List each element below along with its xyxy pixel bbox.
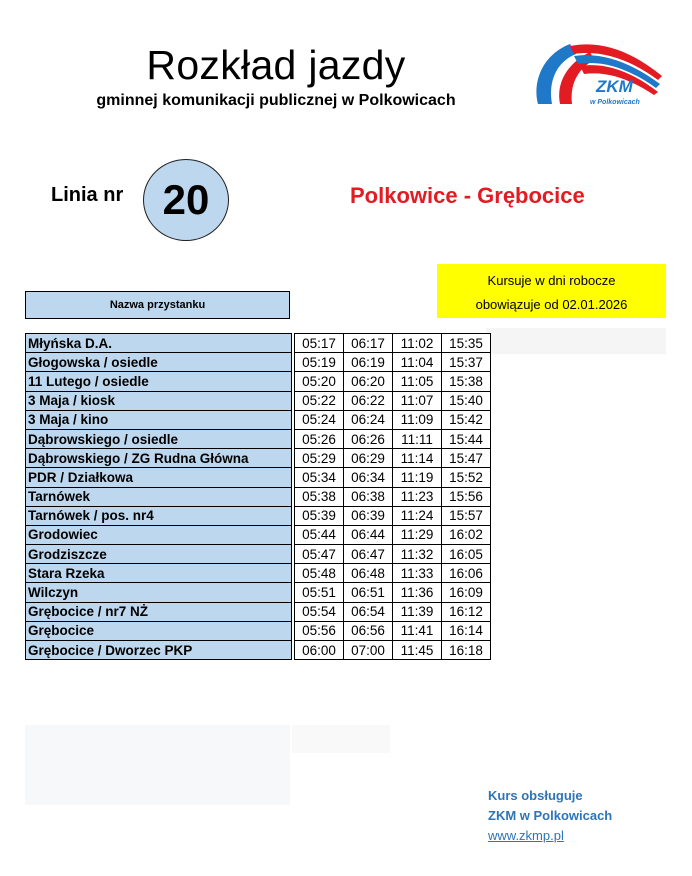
- table-row: [26, 449, 491, 468]
- departure-time: 05:38: [295, 487, 344, 506]
- departure-time: 06:26: [344, 429, 393, 448]
- departure-time: 11:04: [393, 353, 442, 372]
- stop-name: Wilczyn: [26, 583, 292, 602]
- table-row: [26, 602, 491, 621]
- departure-time: 11:45: [393, 641, 442, 660]
- table-row: [26, 468, 491, 487]
- departure-time: 16:05: [442, 545, 491, 564]
- line-number-badge: 20: [143, 159, 229, 241]
- departure-time: 06:29: [344, 449, 393, 468]
- departure-time: 06:54: [344, 602, 393, 621]
- departure-time: 06:51: [344, 583, 393, 602]
- valid-from: obowiązuje od 02.01.2026: [475, 297, 628, 312]
- departure-time: 06:24: [344, 410, 393, 429]
- departure-time: 11:36: [393, 583, 442, 602]
- faint-block: [25, 725, 290, 805]
- departure-time: 06:44: [344, 525, 393, 544]
- route-name: Polkowice - Grębocice: [350, 183, 585, 208]
- departure-time: 05:51: [295, 583, 344, 602]
- departure-time: 16:02: [442, 525, 491, 544]
- table-row: [26, 334, 491, 353]
- departure-time: 16:06: [442, 564, 491, 583]
- stop-name: Dąbrowskiego / ZG Rudna Główna: [26, 449, 292, 468]
- table-row: [26, 410, 491, 429]
- departure-time: 16:18: [442, 641, 491, 660]
- departure-time: 11:24: [393, 506, 442, 525]
- departure-time: 05:29: [295, 449, 344, 468]
- departure-time: 05:39: [295, 506, 344, 525]
- departure-time: 11:09: [393, 410, 442, 429]
- departure-time: 05:48: [295, 564, 344, 583]
- departure-time: 11:41: [393, 621, 442, 640]
- departure-time: 15:37: [442, 353, 491, 372]
- departure-time: 05:24: [295, 410, 344, 429]
- timetable: [25, 333, 491, 660]
- table-row: [26, 353, 491, 372]
- line-label: Linia nr: [51, 184, 124, 206]
- departure-time: 15:56: [442, 487, 491, 506]
- departure-time: 11:23: [393, 487, 442, 506]
- stop-name: 11 Lutego / osiedle: [26, 372, 292, 391]
- departure-time: 15:52: [442, 468, 491, 487]
- stop-name-header: Nazwa przystanku: [25, 291, 290, 319]
- departure-time: 15:42: [442, 410, 491, 429]
- table-row: [26, 487, 491, 506]
- stop-name: 3 Maja / kino: [26, 410, 292, 429]
- table-row: [26, 641, 491, 660]
- decorative-strip: [486, 328, 666, 354]
- footer-line2: ZKM w Polkowicach: [488, 808, 613, 823]
- faint-block: [292, 725, 390, 753]
- departure-time: 11:11: [393, 429, 442, 448]
- table-row: [26, 621, 491, 640]
- departure-time: 15:47: [442, 449, 491, 468]
- logo-brand-text: ZKM: [596, 77, 633, 96]
- departure-time: 11:19: [393, 468, 442, 487]
- departure-time: 15:40: [442, 391, 491, 410]
- departure-time: 06:34: [344, 468, 393, 487]
- page-title: Rozkład jazdy: [146, 42, 406, 88]
- departure-time: 06:47: [344, 545, 393, 564]
- departure-time: 11:33: [393, 564, 442, 583]
- departure-time: 16:09: [442, 583, 491, 602]
- departure-time: 06:39: [344, 506, 393, 525]
- website-link[interactable]: www.zkmp.pl: [488, 828, 564, 843]
- stop-name: Grębocice: [26, 621, 292, 640]
- departure-time: 06:38: [344, 487, 393, 506]
- table-row: [26, 564, 491, 583]
- departure-time: 05:20: [295, 372, 344, 391]
- logo-tagline-text: w Polkowicach: [590, 99, 640, 106]
- stop-name: Młyńska D.A.: [26, 334, 292, 353]
- departure-time: 06:19: [344, 353, 393, 372]
- departure-time: 16:14: [442, 621, 491, 640]
- departure-time: 11:39: [393, 602, 442, 621]
- departure-time: 11:05: [393, 372, 442, 391]
- departure-time: 05:26: [295, 429, 344, 448]
- departure-time: 16:12: [442, 602, 491, 621]
- zkm-logo: [530, 40, 664, 112]
- departure-time: 05:19: [295, 353, 344, 372]
- departure-time: 05:56: [295, 621, 344, 640]
- stop-name: Stara Rzeka: [26, 564, 292, 583]
- departure-time: 06:17: [344, 334, 393, 353]
- departure-time: 11:07: [393, 391, 442, 410]
- operating-days: Kursuje w dni robocze: [487, 273, 616, 288]
- departure-time: 06:00: [295, 641, 344, 660]
- stop-name: Tarnówek / pos. nr4: [26, 506, 292, 525]
- departure-time: 05:22: [295, 391, 344, 410]
- departure-time: 05:47: [295, 545, 344, 564]
- table-row: [26, 545, 491, 564]
- departure-time: 05:54: [295, 602, 344, 621]
- stop-name: PDR / Działkowa: [26, 468, 292, 487]
- stop-name: Grębocice / Dworzec PKP: [26, 641, 292, 660]
- departure-time: 06:22: [344, 391, 393, 410]
- stop-name: Grodowiec: [26, 525, 292, 544]
- departure-time: 11:14: [393, 449, 442, 468]
- stop-name: Grębocice / nr7 NŻ: [26, 602, 292, 621]
- footer-line1: Kurs obsługuje: [488, 788, 583, 803]
- departure-time: 15:35: [442, 334, 491, 353]
- departure-time: 05:17: [295, 334, 344, 353]
- departure-time: 06:48: [344, 564, 393, 583]
- departure-time: 15:57: [442, 506, 491, 525]
- page-subtitle: gminnej komunikacji publicznej w Polkowicach: [96, 92, 456, 109]
- stop-name: Dąbrowskiego / osiedle: [26, 429, 292, 448]
- departure-time: 15:38: [442, 372, 491, 391]
- departure-time: 15:44: [442, 429, 491, 448]
- departure-time: 11:32: [393, 545, 442, 564]
- table-row: [26, 583, 491, 602]
- table-row: [26, 391, 491, 410]
- table-row: [26, 429, 491, 448]
- departure-time: 11:02: [393, 334, 442, 353]
- stop-name: Grodziszcze: [26, 545, 292, 564]
- departure-time: 05:44: [295, 525, 344, 544]
- departure-time: 11:29: [393, 525, 442, 544]
- table-row: [26, 525, 491, 544]
- departure-time: 07:00: [344, 641, 393, 660]
- stop-name: Tarnówek: [26, 487, 292, 506]
- departure-time: 05:34: [295, 468, 344, 487]
- validity-box: [437, 264, 666, 318]
- table-row: [26, 506, 491, 525]
- departure-time: 06:20: [344, 372, 393, 391]
- footer: [488, 786, 612, 846]
- stop-name: Głogowska / osiedle: [26, 353, 292, 372]
- stop-name: 3 Maja / kiosk: [26, 391, 292, 410]
- table-row: [26, 372, 491, 391]
- departure-time: 06:56: [344, 621, 393, 640]
